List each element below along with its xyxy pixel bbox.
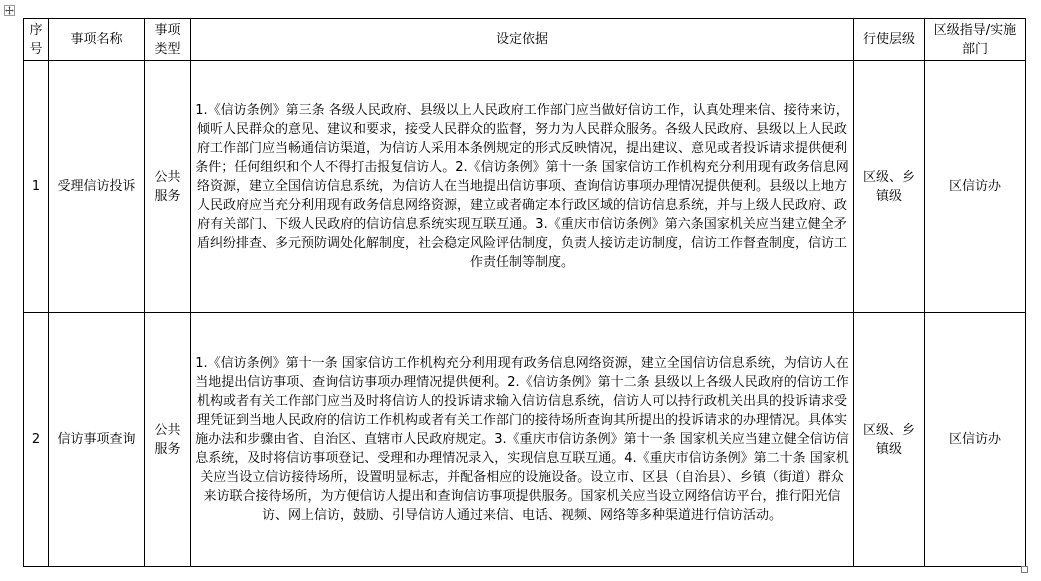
cell-level: 区级、乡镇级 <box>854 61 925 313</box>
header-seq: 序号 <box>24 19 49 61</box>
table-row <box>24 61 1026 313</box>
items-table <box>23 18 1026 567</box>
table-resize-handle[interactable] <box>1021 566 1028 573</box>
cell-type: 公共服务 <box>145 61 191 313</box>
cell-seq: 2 <box>24 313 49 567</box>
table-row <box>24 313 1026 567</box>
cell-seq: 1 <box>24 61 49 313</box>
cell-name: 信访事项查询 <box>49 313 145 567</box>
cell-type: 公共服务 <box>145 313 191 567</box>
cell-basis: 1.《信访条例》第三条 各级人民政府、县级以上人民政府工作部门应当做好信访工作，认真处理来信、接待来访，倾听人民群众的意见、建议和要求，接受人民群众的监督，努力为人民群众服务。各级人民政府、县级以上人民政府工作部门应当畅通信访渠道，为信访人采用本条例规定的形式反映情况，提出建议、意见或者投诉请求提供便利条件；任何组织和个人不得打击报复信访人。2.《信访条例》第十一条 国家信访工作机构充分利用现有政务信息网络资源，建立全国信访信息系统，为信访人在当地提出信访事项、查询信访事项办理情况提供便利。县级以上地方人民政府应当充分利用现有政务信息网络资源，建立或者确定本行政区域的信访信息系统，并与上级人民政府、政府有关部门、下级人民政府的信访信息系统实现互联互通。3.《重庆市信访条例》第六条国家机关应当建立健全矛盾纠纷排查、多元预防调处化解制度，社会稳定风险评估制度，负责人接访走访制度，信访工作督查制度，信访工作责任制等制度。 <box>191 61 854 313</box>
cell-name: 受理信访投诉 <box>49 61 145 313</box>
cell-dept: 区信访办 <box>925 313 1026 567</box>
table-move-handle-icon[interactable] <box>4 5 15 16</box>
header-type: 事项类型 <box>145 19 191 61</box>
header-dept: 区级指导/实施部门 <box>925 19 1026 61</box>
header-name: 事项名称 <box>49 19 145 61</box>
header-row <box>24 19 1026 61</box>
cell-level: 区级、乡镇级 <box>854 313 925 567</box>
header-basis: 设定依据 <box>191 19 854 61</box>
cell-dept: 区信访办 <box>925 61 1026 313</box>
header-level: 行使层级 <box>854 19 925 61</box>
cell-basis: 1.《信访条例》第十一条 国家信访工作机构充分利用现有政务信息网络资源，建立全国信访信息系统，为信访人在当地提出信访事项、查询信访事项办理情况提供便利。2.《信访条例》第十二条 县级以上各级人民政府的信访工作机构或者有关工作部门应当及时将信访人的投诉请求输入信访信息系统，信访人可以持行政机关出具的投诉请求受理凭证到当地人民政府的信访工作机构或者有关工作部门的接待场所查询其所提出的投诉请求的办理情况。具体实施办法和步骤由省、自治区、直辖市人民政府规定。3.《重庆市信访条例》第十一条 国家机关应当建立健全信访信息系统，及时将信访事项登记、受理和办理情况录入，实现信息互联互通。4.《重庆市信访条例》第二十条 国家机关应当设立信访接待场所，设置明显标志，并配备相应的设施设备。设立市、区县（自治县）、乡镇（街道）群众来访联合接待场所，为方便信访人提出和查询信访事项提供服务。国家机关应当设立网络信访平台，推行阳光信访、网上信访，鼓励、引导信访人通过来信、电话、视频、网络等多种渠道进行信访活动。 <box>191 313 854 567</box>
